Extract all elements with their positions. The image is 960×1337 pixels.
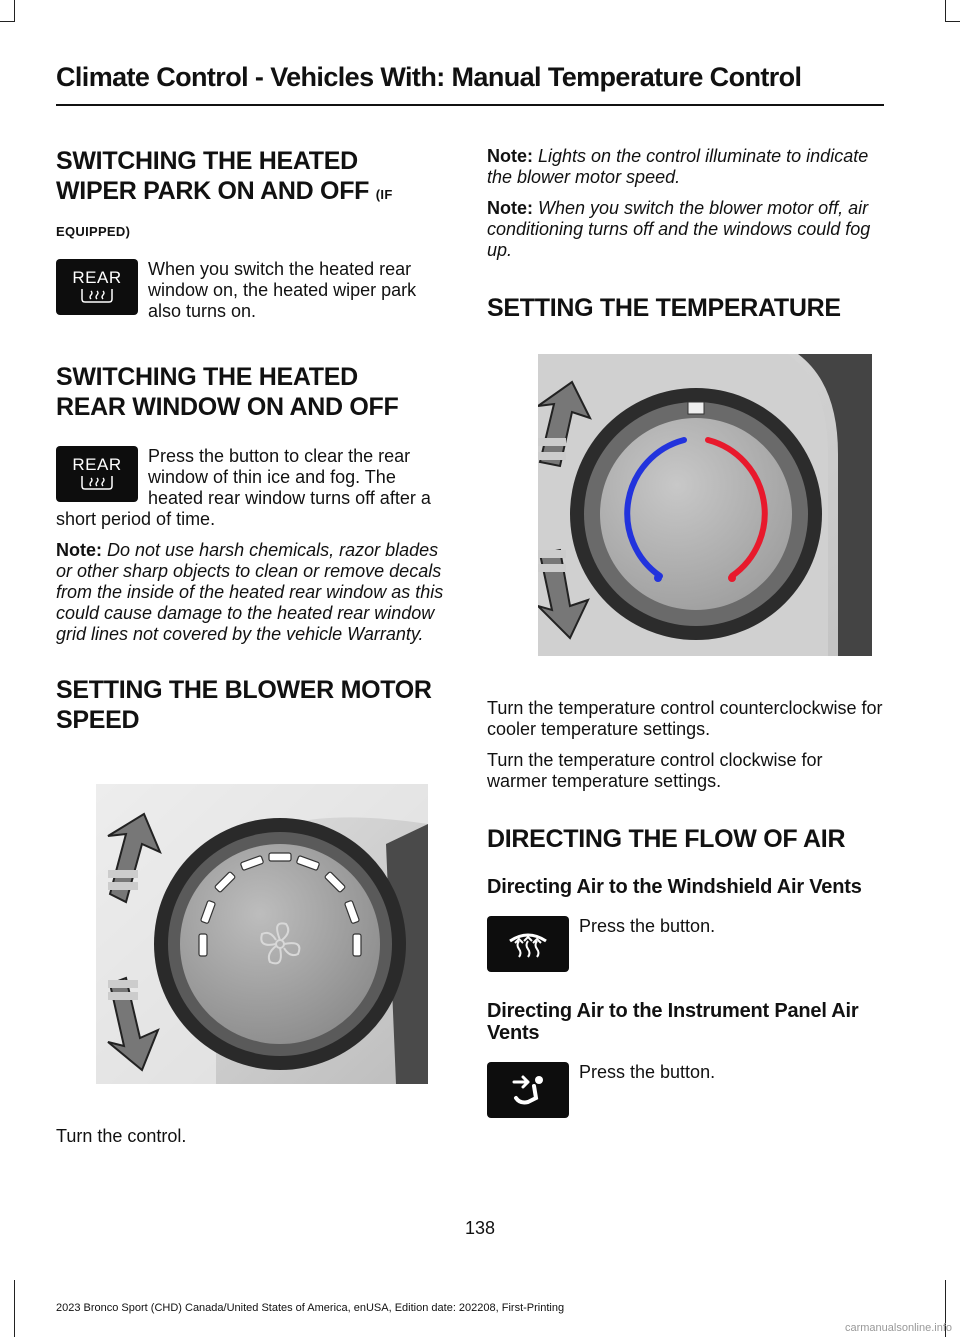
footer-edition-info: 2023 Bronco Sport (CHD) Canada/United States of America, enUSA, Edition date: 202208, First-Printing (56, 1302, 565, 1314)
windshield-vents-text: Press the button. (579, 916, 716, 936)
left-column (56, 146, 448, 735)
defrost-lines-icon (80, 474, 114, 492)
rear-defrost-icon: REAR (56, 259, 138, 315)
crop-mark (14, 1280, 15, 1337)
page-number: 138 (464, 1218, 496, 1238)
blower-note-1: Note: Lights on the control illuminate to indicate the blower motor speed. (487, 146, 869, 187)
cold-dot (654, 574, 662, 582)
panel-vent-icon (487, 1062, 569, 1118)
section-title-heated-wiper: SWITCHING THE HEATED WIPER PARK ON AND OFF (IF (56, 147, 393, 205)
heated-rear-note: Note: Do not use harsh chemicals, razor blades or other sharp objects to clean or remove decals from the inside of the heated rear window as this could cause damage to the heated rear window grid lines not covered by the vehicle Warranty. (56, 540, 444, 644)
section-title-temperature: SETTING THE TEMPERATURE (487, 294, 841, 322)
subtitle-windshield-vents: Directing Air to the Windshield Air Vents (487, 876, 862, 898)
equipped-label: EQUIPPED) (56, 224, 131, 239)
panel-vents-block (487, 1062, 884, 1122)
heated-wiper-text: When you switch the heated rear window on, the heated wiper park also turns on. (148, 259, 417, 321)
rear-defrost-icon: REAR (56, 446, 138, 502)
defrost-lines-icon (80, 287, 114, 305)
crop-mark (14, 0, 15, 22)
crop-mark (0, 21, 14, 22)
section-title-heated-rear-window: SWITCHING THE HEATED REAR WINDOW ON AND OFF (56, 363, 399, 421)
windshield-defrost-icon (487, 916, 569, 972)
section-title-blower-speed: SETTING THE BLOWER MOTOR SPEED (56, 676, 432, 734)
crop-mark (945, 0, 946, 22)
subtitle-panel-vents: Directing Air to the Instrument Panel Air Vents (487, 1000, 859, 1044)
heated-rear-text: Press the button to clear the rear window of thin ice and fog. The heated rear window turns off after a short period of time. (56, 446, 431, 529)
blower-caption: Turn the control. (56, 1126, 187, 1146)
watermark: carmanualsonline.info (844, 1322, 952, 1334)
windshield-vents-block (487, 916, 884, 976)
crop-mark (946, 21, 960, 22)
heated-rear-block (56, 446, 448, 530)
panel-vents-text: Press the button. (579, 1062, 716, 1082)
hot-dot (728, 574, 736, 582)
temperature-cooler-text: Turn the temperature control counterclockwise for cooler temperature settings. (487, 698, 883, 739)
temperature-text (487, 698, 884, 1122)
header-divider (56, 104, 884, 106)
page-header-title: Climate Control - Vehicles With: Manual Temperature Control (56, 62, 802, 92)
right-column (487, 146, 884, 323)
temperature-warmer-text: Turn the temperature control clockwise for warmer temperature settings. (487, 750, 823, 791)
if-equipped-label: (IF (375, 187, 393, 202)
blower-note-2: Note: When you switch the blower motor off, air conditioning turns off and the windows could fog up. (487, 198, 871, 260)
section-title-air-flow: DIRECTING THE FLOW OF AIR (487, 825, 846, 853)
temperature-control-illustration (538, 354, 872, 661)
blower-control-illustration (96, 784, 428, 1089)
heated-wiper-block (56, 259, 448, 322)
